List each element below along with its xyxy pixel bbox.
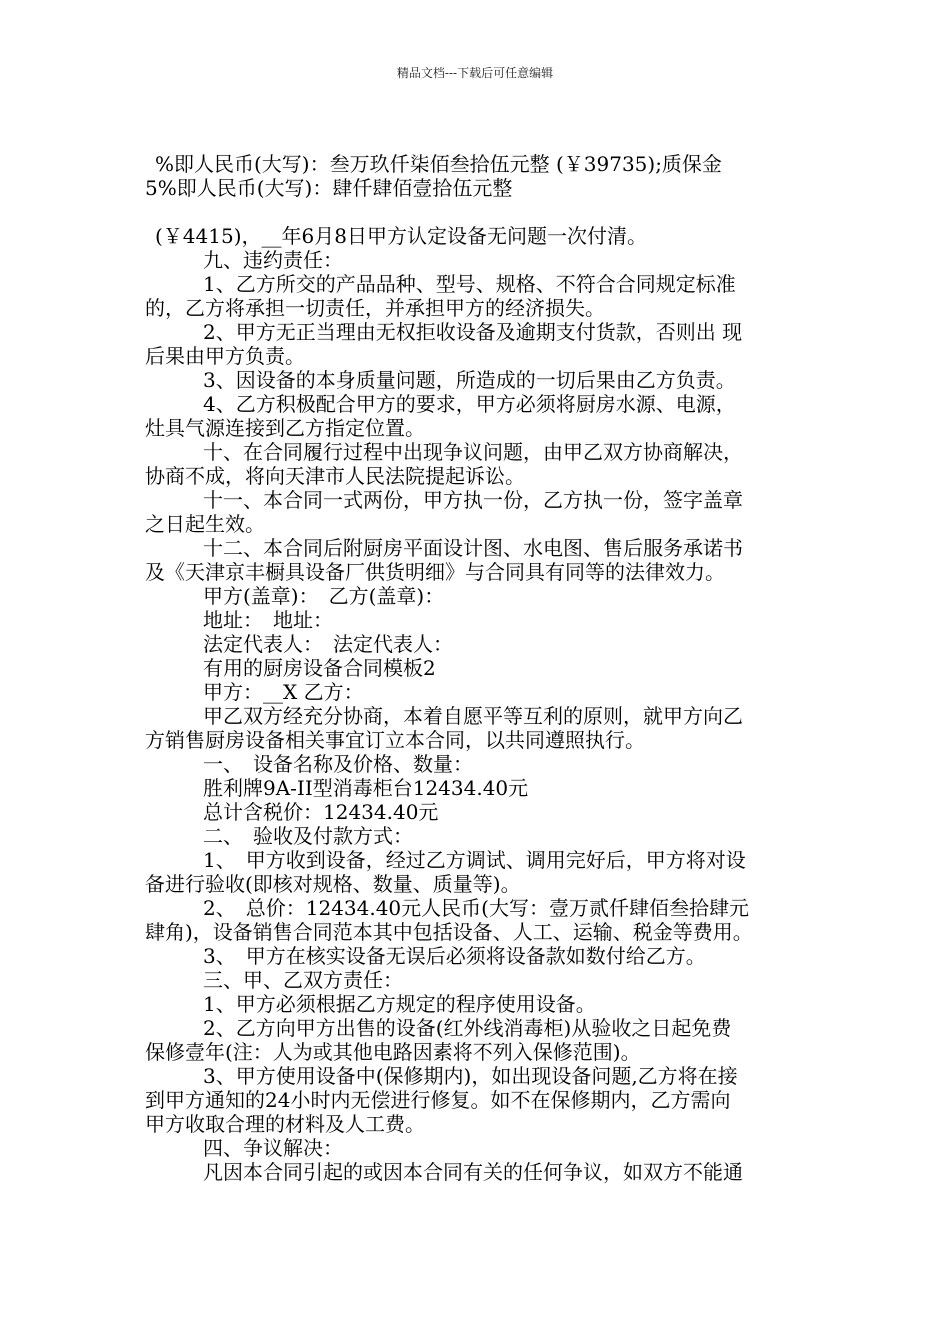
- text-line: 及《天津京丰橱具设备厂供货明细》与合同具有同等的法律效力。: [145, 560, 725, 584]
- text-line: 2、乙方向甲方出售的设备(红外线消毒柜)从验收之日起免费: [203, 1016, 732, 1040]
- text-line: 二、 验收及付款方式：: [203, 824, 413, 848]
- text-line: 甲乙双方经充分协商，本着自愿平等互利的原则，就甲方向乙: [203, 704, 743, 728]
- text-line: 地址： 地址：: [203, 608, 333, 632]
- text-line: 3、甲方使用设备中(保修期内)，如出现设备问题,乙方将在接: [203, 1064, 738, 1088]
- text-line: 十二、本合同后附厨房平面设计图、水电图、售后服务承诺书: [203, 536, 743, 560]
- text-line: 2、 总价：12434.40元人民币(大写：壹万贰仟肆佰叁拾肆元: [203, 896, 749, 920]
- text-line: 1、甲方必须根据乙方规定的程序使用设备。: [203, 992, 596, 1016]
- text-line: 总计含税价：12434.40元: [203, 800, 439, 824]
- text-line: 有用的厨房设备合同模板2: [203, 656, 436, 680]
- text-line: 的，乙方将承担一切责任，并承担甲方的经济损失。: [145, 296, 605, 320]
- text-line: 胜利牌9A-II型消毒柜台12434.40元: [203, 776, 529, 800]
- text-line: 肆角)，设备销售合同范本其中包括设备、人工、运输、税金等费用。: [145, 920, 753, 944]
- text-line: 凡因本合同引起的或因本合同有关的任何争议，如双方不能通: [203, 1160, 743, 1184]
- text-line: 5%即人民币(大写)：肆仟肆佰壹拾伍元整: [145, 176, 513, 200]
- text-line: 协商不成，将向天津市人民法院提起诉讼。: [145, 464, 525, 488]
- text-line: 三、甲、乙双方责任：: [203, 968, 403, 992]
- text-line: [145, 200, 815, 224]
- text-line: 3、 甲方在核实设备无误后必须将设备款如数付给乙方。: [203, 944, 706, 968]
- text-line: 甲方收取合理的材料及人工费。: [145, 1112, 425, 1136]
- text-line: 方销售厨房设备相关事宜订立本合同，以共同遵照执行。: [145, 728, 645, 752]
- text-line: 4、乙方积极配合甲方的要求，甲方必须将厨房水源、电源，: [203, 392, 736, 416]
- text-line: 一、 设备名称及价格、数量：: [203, 752, 473, 776]
- page-header: 精品文档---下载后可任意编辑: [396, 66, 554, 80]
- text-line: 到甲方通知的24小时内无偿进行修复。如不在保修期内，乙方需向: [145, 1088, 731, 1112]
- text-line: 之日起生效。: [145, 512, 265, 536]
- document-body: [145, 152, 815, 1184]
- text-line: 十一、本合同一式两份，甲方执一份，乙方执一份，签字盖章: [203, 488, 743, 512]
- text-line: %即人民币(大写)：叁万玖仟柒佰叁拾伍元整 (￥39735);质保金: [155, 152, 722, 176]
- text-line: 3、因设备的本身质量问题，所造成的一切后果由乙方负责。: [203, 368, 736, 392]
- text-line: 1、乙方所交的产品品种、型号、规格、不符合合同规定标准: [203, 272, 736, 296]
- text-line: 1、 甲方收到设备，经过乙方调试、调用完好后，甲方将对设: [203, 848, 746, 872]
- text-line: 备进行验收(即核对规格、数量、质量等)。: [145, 872, 521, 896]
- text-line: 甲方(盖章)： 乙方(盖章)：: [203, 584, 445, 608]
- text-line: 保修壹年(注：人为或其他电路因素将不列入保修范围)。: [145, 1040, 641, 1064]
- text-line: 九、违约责任：: [203, 248, 343, 272]
- text-line: (￥4415)，__年6月8日甲方认定设备无问题一次付清。: [155, 224, 647, 248]
- text-line: 后果由甲方负责。: [145, 344, 305, 368]
- text-line: 十、在合同履行过程中出现争议问题，由甲乙双方协商解决，: [203, 440, 743, 464]
- text-line: 2、甲方无正当理由无权拒收设备及逾期支付货款，否则出 现: [203, 320, 743, 344]
- text-line: 灶具气源连接到乙方指定位置。: [145, 416, 425, 440]
- text-line: 法定代表人： 法定代表人：: [203, 632, 453, 656]
- text-line: 四、争议解决：: [203, 1136, 343, 1160]
- text-line: 甲方：__X 乙方：: [203, 680, 364, 704]
